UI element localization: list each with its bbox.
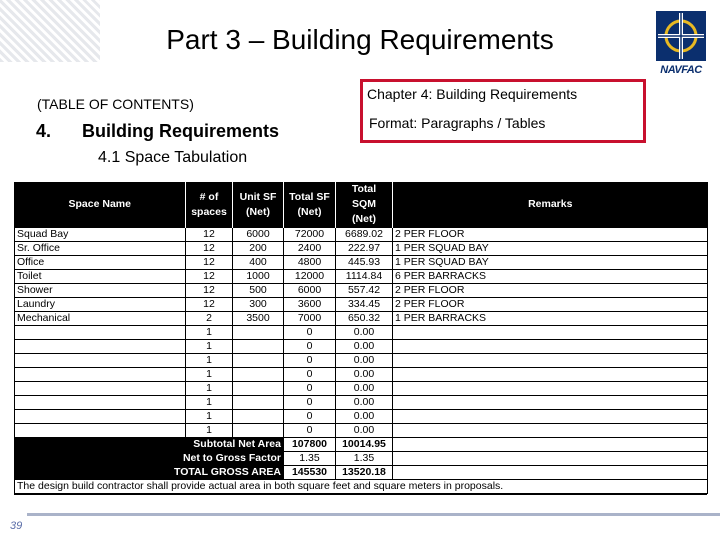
header-text: # of: [199, 190, 219, 203]
cell-total-sqm: 445.93: [336, 256, 393, 270]
cell-space-name: Squad Bay: [15, 228, 186, 242]
bottom-rule: [27, 513, 720, 516]
header-total-sqm: [336, 182, 393, 228]
cell-total-sf: 0: [284, 326, 336, 340]
header-text: SQM: [352, 198, 376, 210]
cell-remarks: 1 PER SQUAD BAY: [393, 242, 708, 256]
gross-remarks: [393, 466, 708, 480]
cell-total-sqm: 6689.02: [336, 228, 393, 242]
subtotal-sqm: 10014.95: [336, 438, 393, 452]
factor-label: Net to Gross Factor: [15, 452, 284, 466]
table-row: [15, 256, 708, 270]
header-text: Total: [351, 183, 377, 195]
cell-num-spaces: 1: [186, 382, 233, 396]
table-footnote: The design build contractor shall provide actual area in both square feet and square meters in proposals.: [15, 480, 708, 494]
cell-num-spaces: 12: [186, 284, 233, 298]
header-text: spaces: [191, 205, 227, 218]
header-space-name-text: Space Name: [68, 198, 131, 210]
cell-space-name: [15, 396, 186, 410]
cell-num-spaces: 12: [186, 228, 233, 242]
cell-remarks: 2 PER FLOOR: [393, 298, 708, 312]
cell-num-spaces: 1: [186, 368, 233, 382]
format-line: Format: Paragraphs / Tables: [369, 115, 546, 131]
cell-space-name: [15, 382, 186, 396]
table-row: [15, 424, 708, 438]
cell-space-name: [15, 368, 186, 382]
cell-num-spaces: 1: [186, 410, 233, 424]
table-row: [15, 340, 708, 354]
table-row: [15, 312, 708, 326]
slide-title: Part 3 – Building Requirements: [166, 24, 554, 55]
cell-unit-sf: [233, 382, 284, 396]
cell-total-sqm: 0.00: [336, 340, 393, 354]
cell-space-name: [15, 424, 186, 438]
cell-num-spaces: 12: [186, 298, 233, 312]
cell-total-sf: 0: [284, 424, 336, 438]
cell-remarks: 1 PER SQUAD BAY: [393, 256, 708, 270]
header-unit-sf: [233, 182, 284, 228]
table-row: [15, 368, 708, 382]
cell-num-spaces: 12: [186, 242, 233, 256]
cell-total-sqm: 0.00: [336, 396, 393, 410]
cell-space-name: [15, 354, 186, 368]
logo-text: NAVFAC: [660, 64, 702, 76]
cell-total-sqm: 0.00: [336, 326, 393, 340]
header-num-spaces: [186, 182, 233, 228]
factor-sf: 1.35: [284, 452, 336, 466]
cell-total-sf: 0: [284, 410, 336, 424]
cell-total-sf: 0: [284, 382, 336, 396]
footnote-row: [15, 480, 708, 494]
space-tabulation-table: [14, 182, 707, 495]
cell-space-name: Sr. Office: [15, 242, 186, 256]
cell-space-name: Mechanical: [15, 312, 186, 326]
cell-num-spaces: 1: [186, 424, 233, 438]
factor-sqm: 1.35: [336, 452, 393, 466]
header-remarks-text: Remarks: [528, 198, 573, 210]
cell-remarks: 1 PER BARRACKS: [393, 312, 708, 326]
cell-total-sqm: 0.00: [336, 382, 393, 396]
table-row: [15, 410, 708, 424]
cell-total-sqm: 1114.84: [336, 270, 393, 284]
subsection-title: 4.1 Space Tabulation: [98, 149, 248, 166]
chapter-line: Chapter 4: Building Requirements: [367, 86, 578, 102]
cell-unit-sf: [233, 396, 284, 410]
cell-total-sf: 4800: [284, 256, 336, 270]
subtotal-remarks: [393, 438, 708, 452]
toc-label: (TABLE OF CONTENTS): [37, 96, 194, 112]
cell-unit-sf: [233, 424, 284, 438]
cell-total-sf: 0: [284, 368, 336, 382]
cell-unit-sf: [233, 410, 284, 424]
cell-total-sf: 7000: [284, 312, 336, 326]
cell-total-sqm: 0.00: [336, 424, 393, 438]
cell-total-sqm: 557.42: [336, 284, 393, 298]
cell-unit-sf: [233, 326, 284, 340]
header-text: Unit SF: [239, 190, 277, 203]
table-row: [15, 298, 708, 312]
cell-space-name: Office: [15, 256, 186, 270]
cell-remarks: [393, 410, 708, 424]
header-text: Total SF: [289, 190, 330, 203]
gross-sf: 145530: [284, 466, 336, 480]
table-header-row: [15, 182, 708, 228]
subtotal-sf: 107800: [284, 438, 336, 452]
cell-remarks: [393, 368, 708, 382]
cell-num-spaces: 1: [186, 326, 233, 340]
cell-space-name: Shower: [15, 284, 186, 298]
gross-label: TOTAL GROSS AREA: [15, 466, 284, 480]
cell-remarks: [393, 326, 708, 340]
cell-space-name: Laundry: [15, 298, 186, 312]
table-row: [15, 270, 708, 284]
header-total-sf: [284, 182, 336, 228]
cell-total-sf: 0: [284, 354, 336, 368]
table-row: [15, 382, 708, 396]
cell-num-spaces: 1: [186, 340, 233, 354]
header-remarks: [393, 182, 708, 228]
factor-row: [15, 452, 708, 466]
cell-total-sqm: 650.32: [336, 312, 393, 326]
cell-total-sf: 12000: [284, 270, 336, 284]
logo-emblem: [656, 11, 706, 61]
table-row: [15, 396, 708, 410]
crosshair-icon: [656, 11, 706, 61]
factor-remarks: [393, 452, 708, 466]
cell-num-spaces: 1: [186, 354, 233, 368]
table-row: [15, 326, 708, 340]
page-number: 39: [10, 520, 23, 532]
cell-remarks: [393, 340, 708, 354]
table-row: [15, 284, 708, 298]
cell-space-name: [15, 410, 186, 424]
header-text: (Net): [297, 205, 322, 218]
cell-unit-sf: 1000: [233, 270, 284, 284]
cell-total-sf: 3600: [284, 298, 336, 312]
header-text: (Net): [246, 205, 270, 218]
subtotal-label: Subtotal Net Area: [15, 438, 284, 452]
table-row: [15, 242, 708, 256]
cell-total-sf: 2400: [284, 242, 336, 256]
cell-num-spaces: 12: [186, 256, 233, 270]
cell-space-name: [15, 326, 186, 340]
cell-remarks: [393, 424, 708, 438]
cell-remarks: [393, 354, 708, 368]
cell-remarks: [393, 382, 708, 396]
cell-total-sf: 72000: [284, 228, 336, 242]
cell-unit-sf: [233, 340, 284, 354]
gross-row: [15, 466, 708, 480]
table-row: [15, 228, 708, 242]
cell-total-sf: 0: [284, 396, 336, 410]
subtotal-row: [15, 438, 708, 452]
cell-total-sqm: 0.00: [336, 410, 393, 424]
cell-total-sf: 0: [284, 340, 336, 354]
cell-num-spaces: 1: [186, 396, 233, 410]
section-title: Building Requirements: [82, 121, 280, 141]
header-space-name: [15, 182, 186, 228]
cell-remarks: [393, 396, 708, 410]
cell-total-sqm: 222.97: [336, 242, 393, 256]
cell-unit-sf: [233, 354, 284, 368]
cell-num-spaces: 12: [186, 270, 233, 284]
cell-remarks: 6 PER BARRACKS: [393, 270, 708, 284]
navfac-logo: [652, 8, 710, 78]
cell-unit-sf: 200: [233, 242, 284, 256]
cell-num-spaces: 2: [186, 312, 233, 326]
cell-space-name: [15, 340, 186, 354]
section-number: 4.: [36, 121, 52, 141]
cell-total-sqm: 0.00: [336, 368, 393, 382]
cell-unit-sf: 3500: [233, 312, 284, 326]
cell-unit-sf: [233, 368, 284, 382]
cell-remarks: 2 PER FLOOR: [393, 228, 708, 242]
cell-unit-sf: 400: [233, 256, 284, 270]
cell-total-sqm: 334.45: [336, 298, 393, 312]
cell-space-name: Toilet: [15, 270, 186, 284]
cell-total-sqm: 0.00: [336, 354, 393, 368]
table-row: [15, 354, 708, 368]
cell-unit-sf: 500: [233, 284, 284, 298]
cell-unit-sf: 6000: [233, 228, 284, 242]
cell-remarks: 2 PER FLOOR: [393, 284, 708, 298]
cell-total-sf: 6000: [284, 284, 336, 298]
header-text: (Net): [352, 213, 376, 225]
cell-unit-sf: 300: [233, 298, 284, 312]
gross-sqm: 13520.18: [336, 466, 393, 480]
